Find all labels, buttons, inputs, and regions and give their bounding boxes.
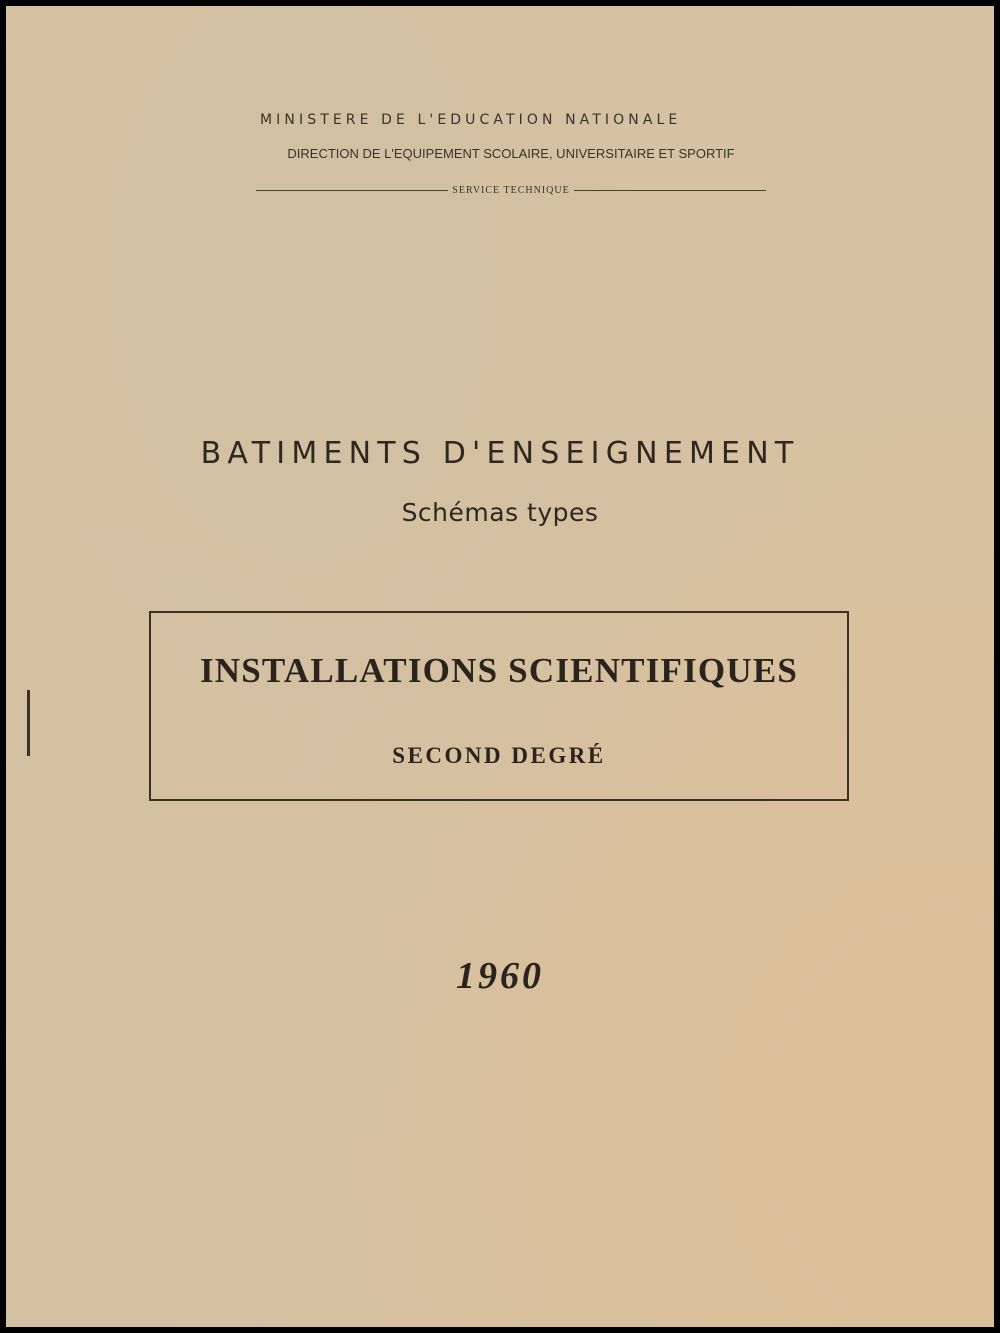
document-cover xyxy=(6,6,994,1327)
ministry-heading: MINISTERE DE L'EDUCATION NATIONALE xyxy=(260,112,682,128)
rule-left xyxy=(256,190,448,191)
service-label: SERVICE TECHNIQUE xyxy=(452,184,570,196)
title-box xyxy=(149,611,849,801)
service-technique-rule xyxy=(256,182,766,198)
staple-mark xyxy=(27,690,30,756)
box-title: INSTALLATIONS SCIENTIFIQUES xyxy=(199,651,799,690)
rule-right xyxy=(574,190,766,191)
main-title: BATIMENTS D'ENSEIGNEMENT xyxy=(200,436,800,471)
direction-heading: DIRECTION DE L'EQUIPEMENT SCOLAIRE, UNIVERSITAIRE ET SPORTIF xyxy=(287,146,735,161)
box-subtitle: SECOND DEGRÉ xyxy=(392,743,606,768)
publication-year: 1960 xyxy=(456,955,544,997)
subtitle: Schémas types xyxy=(401,498,599,527)
